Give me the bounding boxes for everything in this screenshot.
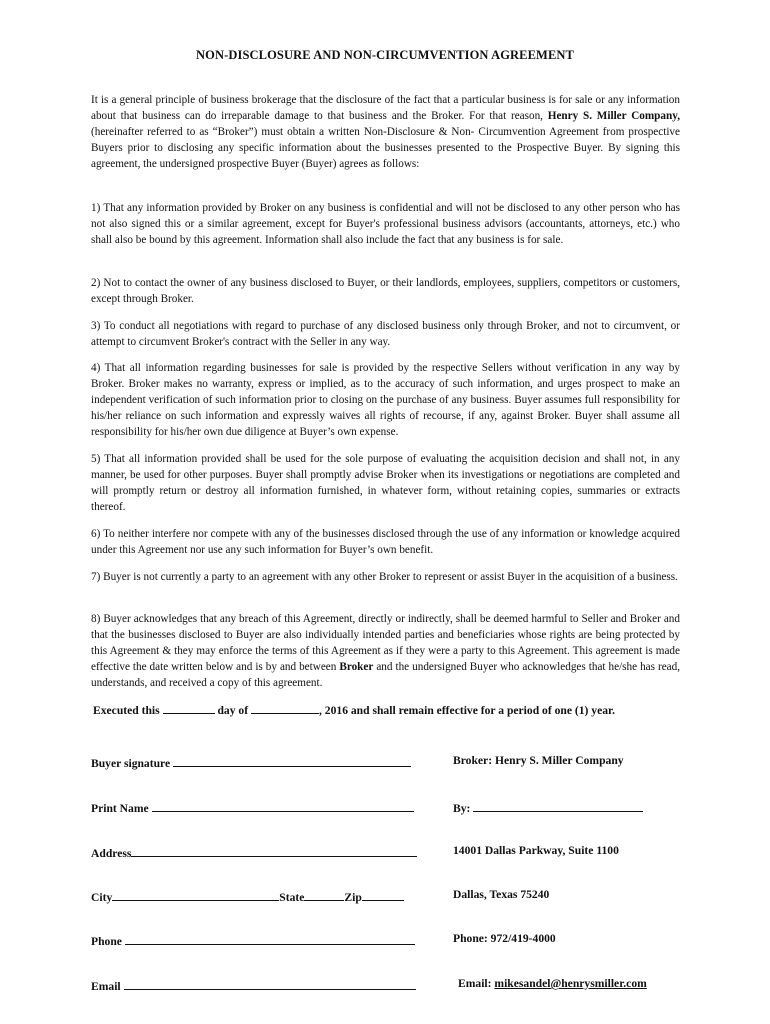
clause-8: [91, 611, 680, 691]
city-label: City: [91, 891, 113, 904]
broker-name: Broker: Henry S. Miller Company: [453, 754, 624, 767]
phone-line[interactable]: [125, 932, 415, 945]
executed-suffix: , 2016 and shall remain effective for a period of one (1) year.: [319, 704, 616, 717]
address-line[interactable]: [131, 844, 417, 857]
email-field: [91, 977, 416, 993]
clause-8-text-2: and the undersigned Buyer who acknowledges that he/she has read, understands, and received a copy of this agreement.: [91, 661, 681, 689]
zip-label: Zip: [344, 891, 362, 904]
broker-by-label: By:: [453, 802, 471, 815]
city-state-zip-field: [91, 888, 404, 904]
broker-city: Dallas, Texas 75240: [453, 888, 550, 901]
zip-line[interactable]: [362, 888, 404, 901]
buyer-signature-field: [91, 754, 411, 770]
phone-label: Phone: [91, 935, 122, 948]
email-line[interactable]: [124, 977, 416, 990]
broker-phone: Phone: 972/419-4000: [453, 932, 556, 945]
clause-1: 1) That any information provided by Broker on any business is confidential and will not be disclosed to any other person who has not also signed this or a similar agreement, except for Buyer's professional business advisors (accountants, attorneys, etc.) who shall also be bound by this agreement. Information shall also include the fact that any business is for sale.: [91, 202, 680, 246]
address-field: [91, 844, 417, 860]
broker-email-label: Email:: [458, 977, 492, 990]
intro-company: Henry S. Miller Company,: [547, 110, 680, 122]
state-line[interactable]: [304, 888, 344, 901]
clause-8-broker: Broker: [339, 661, 374, 673]
executed-prefix: Executed this: [93, 704, 160, 717]
city-line[interactable]: [112, 888, 279, 901]
intro-text-2: (hereinafter referred to as “Broker”) must obtain a written Non-Disclosure & Non- Circumvention Agreement from prospective Buyers prior to disclosing any specific information about the businesses presented to the Prospective Buyer. By signing this agreement, the undersigned prospective Buyer (Buyer) agrees as follows:: [91, 126, 680, 170]
address-label: Address: [91, 847, 132, 860]
broker-address: 14001 Dallas Parkway, Suite 1100: [453, 844, 619, 857]
document-title: NON-DISCLOSURE AND NON-CIRCUMVENTION AGREEMENT: [196, 48, 574, 62]
clause-3: 3) To conduct all negotiations with regard to purchase of any disclosed business only through Broker, and not to circumvent, or attempt to circumvent Broker's contract with the Seller in any way.: [91, 320, 680, 348]
print-name-label: Print Name: [91, 802, 149, 815]
buyer-signature-label: Buyer signature: [91, 757, 171, 770]
executed-day-blank[interactable]: [163, 701, 215, 714]
print-name-field: [91, 799, 414, 815]
print-name-line[interactable]: [152, 799, 414, 812]
executed-line: [93, 701, 615, 717]
clause-5: 5) That all information provided shall be used for the sole purpose of evaluating the acquisition decision and shall not, in any manner, be used for other purposes. Buyer shall promptly advise Broker when its investigations or negotiations are completed and will promptly return or destroy all information furnished, in whatever form, without retaining copies, summaries or extracts thereof.: [91, 453, 680, 513]
executed-day-label: day of: [217, 704, 249, 717]
clause-8-text-1: 8) Buyer acknowledges that any breach of this Agreement, directly or indirectly, shall be deemed harmful to Seller and Broker and that the businesses disclosed to Buyer are also individually intended parties and beneficiaries whose rights are being protected by this Agreement & they may enforce the terms of this Agreement as if they were a party to this Agreement. This agreement is made effective the date written below and is by and between: [91, 613, 680, 673]
clause-7: 7) Buyer is not currently a party to an agreement with any other Broker to represent or assist Buyer in the acquisition of a business.: [91, 571, 678, 583]
intro-text-1: It is a general principle of business brokerage that the disclosure of the fact that a particular business is for sale or any information about that business can do irreparable damage to that business and the Broker. For that reason,: [91, 94, 680, 122]
intro-paragraph: [91, 92, 680, 172]
clause-6: 6) To neither interfere nor compete with any of the businesses disclosed through the use of any information or knowledge acquired under this Agreement nor use any such information for Buyer’s own benefit.: [91, 528, 680, 556]
broker-email-link[interactable]: mikesandel@henrysmiller.com: [494, 977, 647, 990]
broker-by-field: [453, 799, 643, 815]
clause-2: 2) Not to contact the owner of any business disclosed to Buyer, or their landlords, employees, suppliers, competitors or customers, except through Broker.: [91, 277, 680, 305]
buyer-signature-line[interactable]: [173, 754, 411, 767]
broker-by-line[interactable]: [473, 799, 643, 812]
executed-month-blank[interactable]: [251, 701, 319, 714]
phone-field: [91, 932, 415, 948]
email-label: Email: [91, 980, 121, 993]
clause-4: 4) That all information regarding businesses for sale is provided by the respective Sellers without verification in any way by Broker. Broker makes no warranty, express or implied, as to the accuracy of such information, and urges prospect to make an independent verification of such information prior to closing on the purchase of any business. Buyer assumes full responsibility for his/her reliance on such information and expressly waives all rights of recourse, if any, against Broker. Buyer shall assume all responsibility for his/her own due diligence at Buyer’s own expense.: [91, 362, 680, 438]
state-label: State: [279, 891, 305, 904]
broker-email-field: [458, 977, 647, 990]
